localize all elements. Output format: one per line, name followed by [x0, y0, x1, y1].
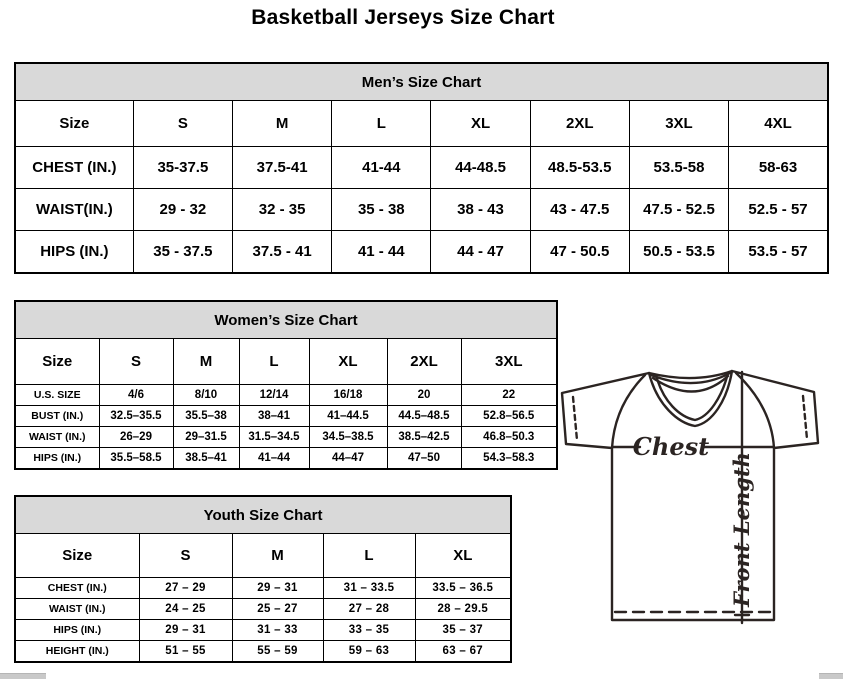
- column-header: L: [323, 534, 415, 578]
- size-cell: 54.3–58.3: [461, 448, 557, 470]
- table-row: [15, 406, 557, 427]
- table-row: [15, 578, 511, 599]
- size-cell: 26–29: [99, 427, 173, 448]
- size-cell: 58-63: [729, 147, 828, 189]
- womens-size-table: [14, 300, 558, 470]
- table-row: [15, 189, 828, 231]
- chest-label: Chest: [632, 432, 710, 461]
- column-header: 3XL: [461, 339, 557, 385]
- youth-table-title: Youth Size Chart: [15, 496, 511, 534]
- size-cell: 27 – 28: [323, 599, 415, 620]
- table-row: [15, 427, 557, 448]
- size-cell: 46.8–50.3: [461, 427, 557, 448]
- table-row: [15, 641, 511, 663]
- size-cell: 4/6: [99, 385, 173, 406]
- size-cell: 44–47: [309, 448, 387, 470]
- size-cell: 24 – 25: [139, 599, 232, 620]
- size-cell: 43 - 47.5: [530, 189, 629, 231]
- size-cell: 35-37.5: [133, 147, 232, 189]
- table-row: [15, 339, 557, 385]
- size-cell: 35 - 37.5: [133, 231, 232, 274]
- table-row: [15, 147, 828, 189]
- size-cell: 31 – 33.5: [323, 578, 415, 599]
- row-label: WAIST (IN.): [15, 427, 99, 448]
- column-header: 2XL: [530, 101, 629, 147]
- size-cell: 50.5 - 53.5: [629, 231, 728, 274]
- size-cell: 35.5–38: [173, 406, 239, 427]
- column-header: M: [232, 534, 323, 578]
- table-row: [15, 385, 557, 406]
- size-cell: 55 – 59: [232, 641, 323, 663]
- size-cell: 51 – 55: [139, 641, 232, 663]
- column-header: XL: [431, 101, 530, 147]
- size-cell: 53.5 - 57: [729, 231, 828, 274]
- table-row: [15, 448, 557, 470]
- womens-table-title: Women’s Size Chart: [15, 301, 557, 339]
- front-length-label: Front Length: [729, 452, 754, 607]
- row-label: CHEST (IN.): [15, 147, 133, 189]
- size-cell: 53.5-58: [629, 147, 728, 189]
- column-header: M: [232, 101, 331, 147]
- size-cell: 8/10: [173, 385, 239, 406]
- size-cell: 34.5–38.5: [309, 427, 387, 448]
- column-header: S: [99, 339, 173, 385]
- table-row: [15, 101, 828, 147]
- row-label: HIPS (IN.): [15, 231, 133, 274]
- table-row: [15, 496, 511, 534]
- size-cell: 38.5–41: [173, 448, 239, 470]
- size-cell: 29 - 32: [133, 189, 232, 231]
- size-cell: 38 - 43: [431, 189, 530, 231]
- column-header: L: [332, 101, 431, 147]
- row-label: HIPS (IN.): [15, 448, 99, 470]
- column-header: S: [133, 101, 232, 147]
- row-label: WAIST(IN.): [15, 189, 133, 231]
- horizontal-scrollbar-right-fragment[interactable]: [819, 673, 843, 679]
- youth-size-table: [14, 495, 512, 663]
- page-title: Basketball Jerseys Size Chart: [251, 6, 555, 29]
- size-cell: 35 - 38: [332, 189, 431, 231]
- size-cell: 29 – 31: [139, 620, 232, 641]
- size-cell: 47 - 50.5: [530, 231, 629, 274]
- row-label: WAIST (IN.): [15, 599, 139, 620]
- table-row: [15, 231, 828, 274]
- left-cuff-dashed-line: [573, 397, 577, 440]
- size-cell: 20: [387, 385, 461, 406]
- size-cell: 37.5 - 41: [232, 231, 331, 274]
- table-row: [15, 620, 511, 641]
- size-cell: 27 – 29: [139, 578, 232, 599]
- horizontal-scrollbar-left-fragment[interactable]: [0, 673, 46, 679]
- column-header: S: [139, 534, 232, 578]
- size-cell: 28 – 29.5: [415, 599, 511, 620]
- size-cell: 41–44: [239, 448, 309, 470]
- column-header: 2XL: [387, 339, 461, 385]
- column-header: Size: [15, 339, 99, 385]
- size-cell: 33.5 – 36.5: [415, 578, 511, 599]
- table-row: [15, 301, 557, 339]
- size-cell: 47.5 - 52.5: [629, 189, 728, 231]
- table-row: [15, 63, 828, 101]
- table-row: [15, 599, 511, 620]
- size-cell: 41–44.5: [309, 406, 387, 427]
- size-cell: 35 – 37: [415, 620, 511, 641]
- size-cell: 16/18: [309, 385, 387, 406]
- size-cell: 44.5–48.5: [387, 406, 461, 427]
- size-cell: 47–50: [387, 448, 461, 470]
- size-cell: 44 - 47: [431, 231, 530, 274]
- row-label: CHEST (IN.): [15, 578, 139, 599]
- column-header: 4XL: [729, 101, 828, 147]
- right-cuff-dashed-line: [803, 396, 807, 439]
- size-cell: 44-48.5: [431, 147, 530, 189]
- size-cell: 63 – 67: [415, 641, 511, 663]
- size-cell: 41 - 44: [332, 231, 431, 274]
- row-label: U.S. SIZE: [15, 385, 99, 406]
- row-label: HIPS (IN.): [15, 620, 139, 641]
- jersey-outline: [562, 371, 818, 620]
- mens-table-title: Men’s Size Chart: [15, 63, 828, 101]
- column-header: XL: [415, 534, 511, 578]
- size-cell: 48.5-53.5: [530, 147, 629, 189]
- jersey-measurement-diagram: [552, 360, 843, 660]
- column-header: L: [239, 339, 309, 385]
- column-header: Size: [15, 534, 139, 578]
- column-header: M: [173, 339, 239, 385]
- size-cell: 25 – 27: [232, 599, 323, 620]
- size-cell: 29 – 31: [232, 578, 323, 599]
- size-cell: 22: [461, 385, 557, 406]
- size-cell: 38–41: [239, 406, 309, 427]
- size-cell: 52.5 - 57: [729, 189, 828, 231]
- size-cell: 12/14: [239, 385, 309, 406]
- size-cell: 35.5–58.5: [99, 448, 173, 470]
- size-cell: 59 – 63: [323, 641, 415, 663]
- size-cell: 38.5–42.5: [387, 427, 461, 448]
- size-cell: 33 – 35: [323, 620, 415, 641]
- row-label: BUST (IN.): [15, 406, 99, 427]
- table-row: [15, 534, 511, 578]
- size-cell: 37.5-41: [232, 147, 331, 189]
- size-cell: 32 - 35: [232, 189, 331, 231]
- size-cell: 41-44: [332, 147, 431, 189]
- mens-size-table: [14, 62, 829, 274]
- size-cell: 32.5–35.5: [99, 406, 173, 427]
- column-header: 3XL: [629, 101, 728, 147]
- column-header: XL: [309, 339, 387, 385]
- column-header: Size: [15, 101, 133, 147]
- size-cell: 31.5–34.5: [239, 427, 309, 448]
- row-label: HEIGHT (IN.): [15, 641, 139, 663]
- size-cell: 52.8–56.5: [461, 406, 557, 427]
- size-cell: 31 – 33: [232, 620, 323, 641]
- size-cell: 29–31.5: [173, 427, 239, 448]
